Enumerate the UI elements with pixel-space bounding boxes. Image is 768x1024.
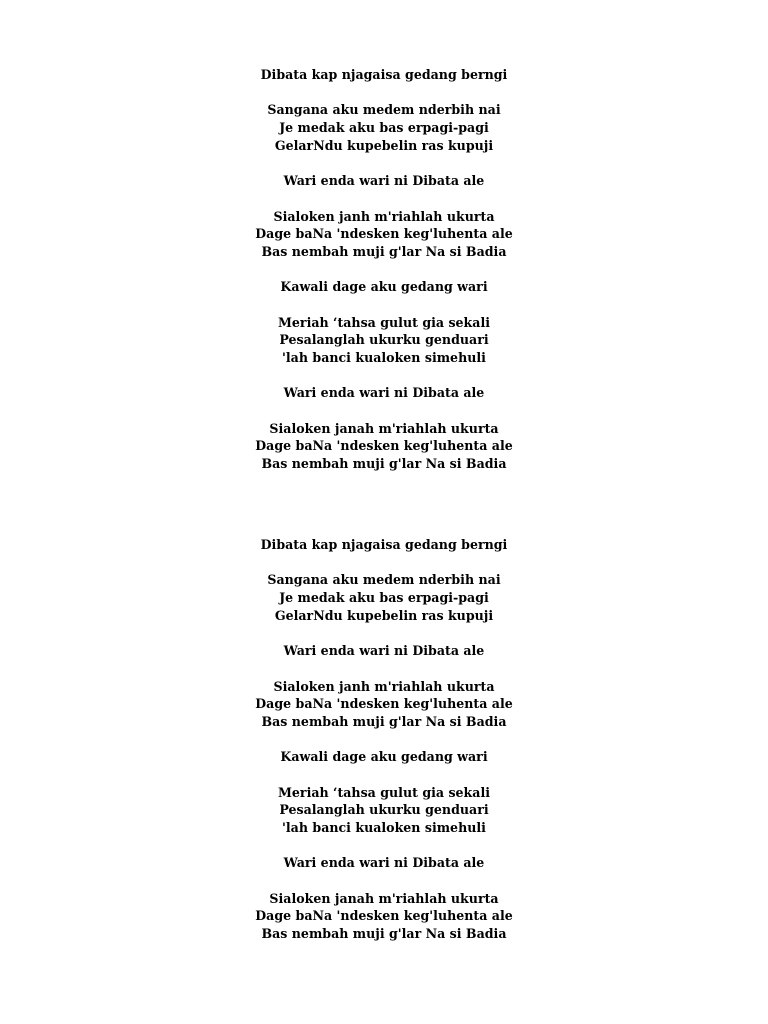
- stanza: [0, 314, 768, 367]
- stanza: [0, 536, 768, 554]
- lyrics-block-2: [0, 536, 768, 943]
- lyric-line: Bas nembah muji g'lar Na si Badia: [261, 713, 507, 729]
- stanza: [0, 278, 768, 296]
- lyric-line: Sialoken janh m'riahlah ukurta: [273, 208, 495, 224]
- lyric-line: Je medak aku bas erpagi-pagi: [279, 590, 489, 606]
- stanza: [0, 420, 768, 473]
- lyric-line: Dibata kap njagaisa gedang berngi: [260, 67, 508, 82]
- lyric-line: Meriah ‘tahsa gulut gia sekali: [277, 784, 491, 800]
- stanza-gap: [0, 660, 768, 678]
- lyric-line: GelarNdu kupebelin ras kupuji: [274, 607, 494, 623]
- stanza: [0, 571, 768, 624]
- stanza: [0, 678, 768, 731]
- stanza-gap: [0, 554, 768, 572]
- stanza: [0, 66, 768, 84]
- stanza-gap: [0, 261, 768, 279]
- stanza: [0, 784, 768, 837]
- stanza-gap: [0, 402, 768, 420]
- stanza-gap: [0, 624, 768, 642]
- lyric-line: Dibata kap njagaisa gedang berngi: [260, 537, 508, 552]
- lyric-line: Meriah ‘tahsa gulut gia sekali: [277, 314, 491, 330]
- lyric-line: Dage baNa 'ndesken keg'luhenta ale: [255, 908, 513, 924]
- stanza-gap: [0, 84, 768, 102]
- stanza-gap: [0, 731, 768, 749]
- lyric-line: Dage baNa 'ndesken keg'luhenta ale: [255, 438, 513, 454]
- stanza: [0, 854, 768, 872]
- stanza: [0, 642, 768, 660]
- stanza-gap: [0, 367, 768, 385]
- lyric-line: Sialoken janh m'riahlah ukurta: [273, 678, 495, 694]
- lyric-line: Sangana aku medem nderbih nai: [267, 572, 501, 588]
- lyric-line: Bas nembah muji g'lar Na si Badia: [261, 456, 507, 472]
- lyric-line: Dage baNa 'ndesken keg'luhenta ale: [255, 696, 513, 712]
- lyric-line: Wari enda wari ni Dibata ale: [283, 385, 485, 401]
- stanza-gap: [0, 190, 768, 208]
- lyric-line: 'lah banci kualoken simehuli: [282, 820, 486, 835]
- lyric-line: Kawali dage aku gedang wari: [280, 749, 488, 765]
- lyric-line: Je medak aku bas erpagi-pagi: [279, 120, 489, 136]
- lyric-line: Wari enda wari ni Dibata ale: [283, 643, 485, 659]
- lyric-line: 'lah banci kualoken simehuli: [282, 350, 486, 365]
- lyric-line: Kawali dage aku gedang wari: [280, 279, 488, 295]
- lyric-line: Wari enda wari ni Dibata ale: [283, 855, 485, 871]
- stanza: [0, 748, 768, 766]
- stanza-gap: [0, 837, 768, 855]
- lyric-line: Bas nembah muji g'lar Na si Badia: [261, 926, 507, 942]
- lyrics-block-1: [0, 66, 768, 473]
- lyric-line: Sangana aku medem nderbih nai: [267, 102, 501, 118]
- stanza: [0, 890, 768, 943]
- stanza: [0, 208, 768, 261]
- lyric-line: Sialoken janah m'riahlah ukurta: [269, 890, 499, 906]
- lyric-line: GelarNdu kupebelin ras kupuji: [274, 137, 494, 153]
- stanza: [0, 384, 768, 402]
- stanza-gap: [0, 766, 768, 784]
- stanza: [0, 101, 768, 154]
- stanza-gap: [0, 872, 768, 890]
- stanza-gap: [0, 154, 768, 172]
- lyric-line: Pesalanglah ukurku genduari: [279, 332, 489, 348]
- lyric-line: Sialoken janah m'riahlah ukurta: [269, 420, 499, 436]
- lyric-line: Wari enda wari ni Dibata ale: [283, 173, 485, 189]
- lyric-line: Dage baNa 'ndesken keg'luhenta ale: [255, 226, 513, 242]
- lyric-line: Pesalanglah ukurku genduari: [279, 802, 489, 818]
- lyric-line: Bas nembah muji g'lar Na si Badia: [261, 243, 507, 259]
- stanza: [0, 172, 768, 190]
- stanza-gap: [0, 296, 768, 314]
